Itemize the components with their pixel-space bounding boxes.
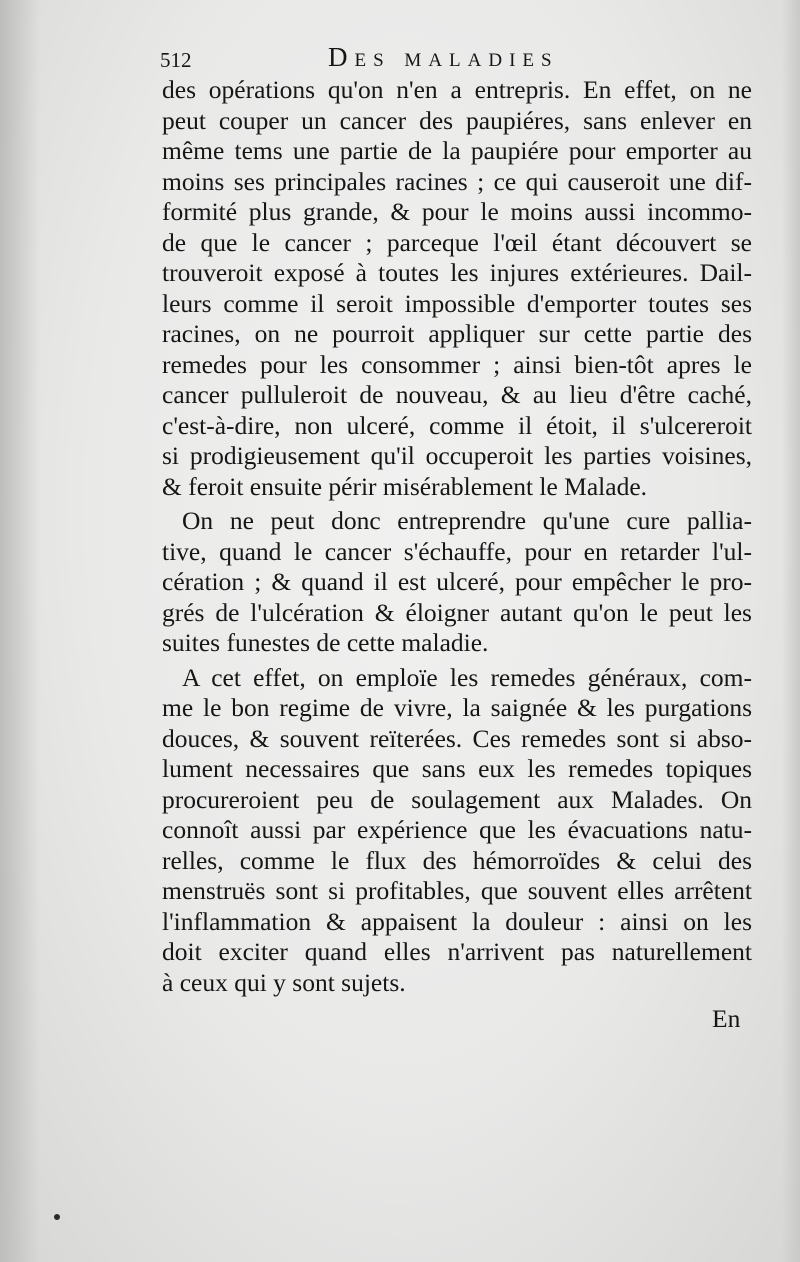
text-line: On ne peut donc entreprendre qu'une cure pallia- (182, 506, 752, 535)
text-line: douces, & souvent reïterées. Ces remedes sont si abso- (162, 723, 752, 753)
text-line: des opérations qu'on n'en a entrepris. En effet, on ne (162, 75, 752, 104)
body-text (162, 75, 752, 998)
text-line: procureroient peu de soulagement aux Malades. On (162, 784, 752, 814)
text-line: leurs comme il seroit impossible d'emporter toutes ses (162, 288, 752, 318)
text-line: relles, comme le flux des hémorroïdes & celui des (162, 845, 752, 875)
text-line: si prodigieusement qu'il occuperoit les parties voisines, (162, 441, 752, 470)
text-line: lument necessaires que sans eux les remedes topiques (162, 754, 752, 783)
text-line: remedes pour les consommer ; ainsi bien-tôt apres le (162, 349, 752, 379)
text-line: grés de l'ulcération & éloigner autant qu'on le peut les (162, 597, 752, 627)
page-number: 512 (160, 48, 192, 72)
text-line: doit exciter quand elles n'arrivent pas naturellement (162, 937, 752, 966)
text-line: formité plus grande, & pour le moins aussi incommo- (162, 197, 752, 226)
catchword: En (712, 1004, 741, 1033)
paragraph (162, 506, 752, 659)
text-line: me le bon regime de vivre, la saignée & les purgations (162, 693, 752, 722)
paragraph (162, 663, 752, 999)
running-head: Des maladies (328, 42, 559, 72)
ink-speck (54, 1214, 60, 1220)
text-line: peut couper un cancer des paupiéres, sans enlever en (162, 105, 752, 135)
text-line: même tems une partie de la paupiére pour emporter au (162, 136, 752, 165)
text-line: suites funestes de cette maladie. (162, 628, 489, 657)
text-line: cancer pulluleroit de nouveau, & au lieu d'être caché, (162, 380, 752, 409)
text-line: tive, quand le cancer s'échauffe, pour en retarder l'ul- (162, 536, 752, 566)
page-header (160, 42, 760, 78)
paragraph (162, 75, 752, 502)
text-line: c'est-à-dire, non ulceré, comme il étoit, il s'ulcereroit (162, 410, 752, 440)
text-line: trouveroit exposé à toutes les injures extérieures. Dail- (162, 258, 752, 287)
text-line: A cet effet, on emploïe les remedes généraux, com- (182, 662, 752, 692)
text-line: l'inflammation & appaisent la douleur : ainsi on les (162, 906, 752, 936)
text-line: à ceux qui y sont sujets. (162, 967, 406, 997)
text-line: de que le cancer ; parceque l'œil étant découvert se (162, 227, 752, 257)
text-line: cération ; & quand il est ulceré, pour empêcher le pro- (162, 567, 752, 596)
text-line: menstruës sont si profitables, que souvent elles arrêtent (162, 876, 752, 905)
text-line: racines, on ne pourroit appliquer sur cette partie des (162, 319, 752, 348)
paragraph-list (162, 75, 752, 998)
text-line: connoît aussi par expérience que les évacuations natu- (162, 815, 752, 844)
text-line: moins ses principales racines ; ce qui causeroit une dif- (162, 166, 752, 196)
text-line: & feroit ensuite périr misérablement le Malade. (162, 471, 648, 501)
